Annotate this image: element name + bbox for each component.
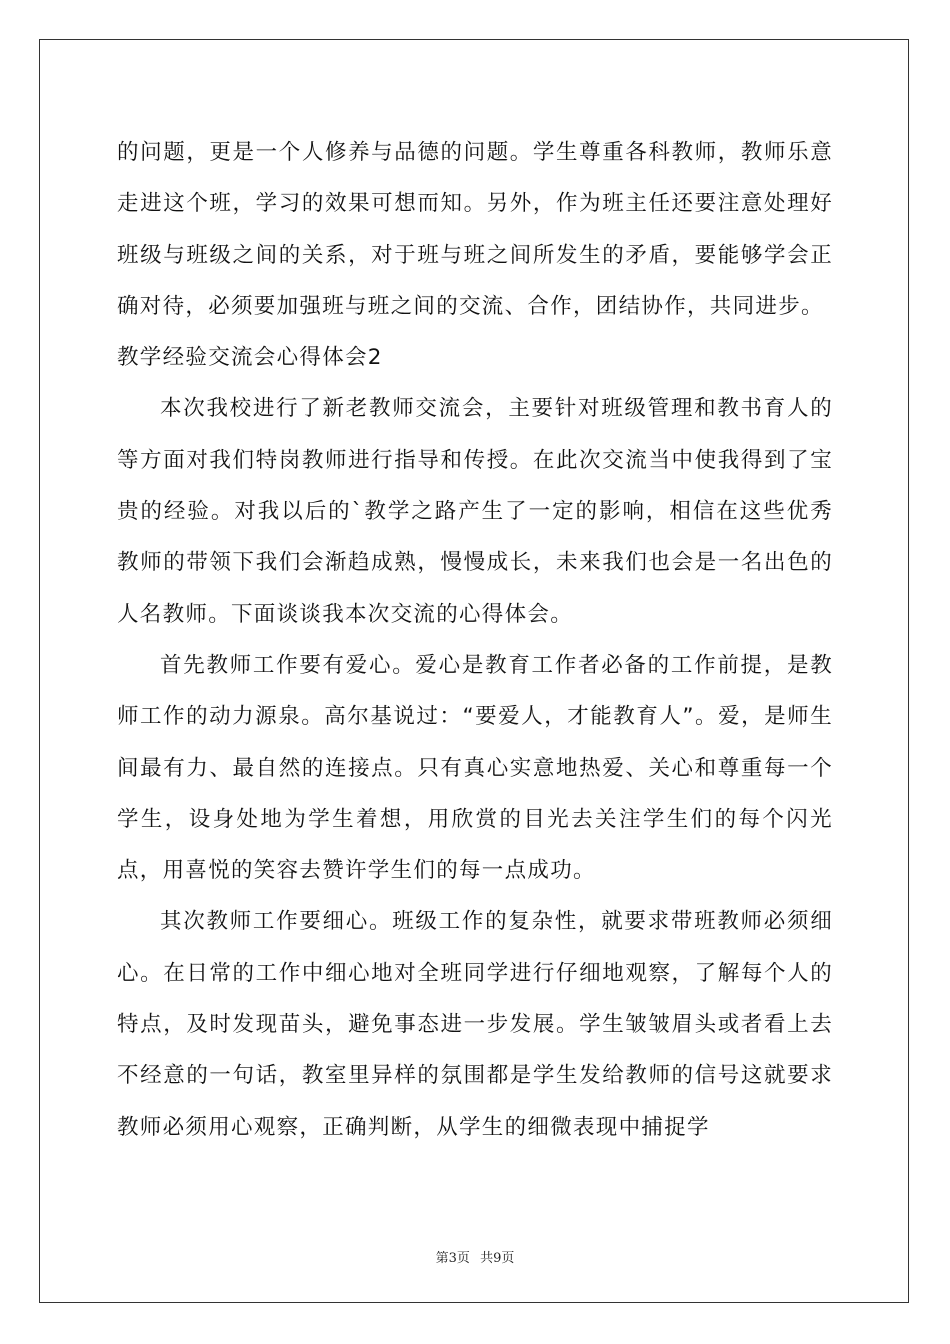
document-body: [117, 127, 833, 1153]
paragraph-continuation: 的问题，更是一个人修养与品德的问题。学生尊重各科教师，教师乐意走进这个班，学习的效果可想而知。另外，作为班主任还要注意处理好班级与班级之间的关系，对于班与班之间所发生的矛盾，要能够学会正确对待，必须要加强班与班之间的交流、合作，团结协作，共同进步。: [117, 140, 833, 319]
page-number: 第3页: [435, 1251, 470, 1266]
paragraph-intro: 本次我校进行了新老教师交流会，主要针对班级管理和教书育人的等方面对我们特岗教师进行指导和传授。在此次交流当中使我得到了宝贵的经验。对我以后的`教学之路产生了一定的影响，相信在这些优秀教师的带领下我们会渐趋成熟，慢慢成长，未来我们也会是一名出色的人名教师。下面谈谈我本次交流的心得体会。: [117, 396, 833, 627]
paragraph-love: 首先教师工作要有爱心。爱心是教育工作者必备的工作前提，是教师工作的动力源泉。高尔基说过：“要爱人，才能教育人”。爱，是师生间最有力、最自然的连接点。只有真心实意地热爱、关心和尊重每一个学生，设身处地为学生着想，用欣赏的目光去关注学生们的每个闪光点，用喜悦的笑容去赞许学生们的每一点成功。: [117, 652, 833, 884]
page-footer: [0, 1247, 950, 1266]
section-heading: 教学经验交流会心得体会2: [117, 345, 383, 371]
total-pages: 共9页: [480, 1251, 515, 1266]
paragraph-care: 其次教师工作要细心。班级工作的复杂性，就要求带班教师必须细心。在日常的工作中细心地对全班同学进行仔细地观察，了解每个人的特点，及时发现苗头，避免事态进一步发展。学生皱皱眉头或者看上去不经意的一句话，教室里异样的氛围都是学生发给教师的信号这就要求教师必须用心观察，正确判断，从学生的细微表现中捕捉学: [117, 909, 833, 1140]
